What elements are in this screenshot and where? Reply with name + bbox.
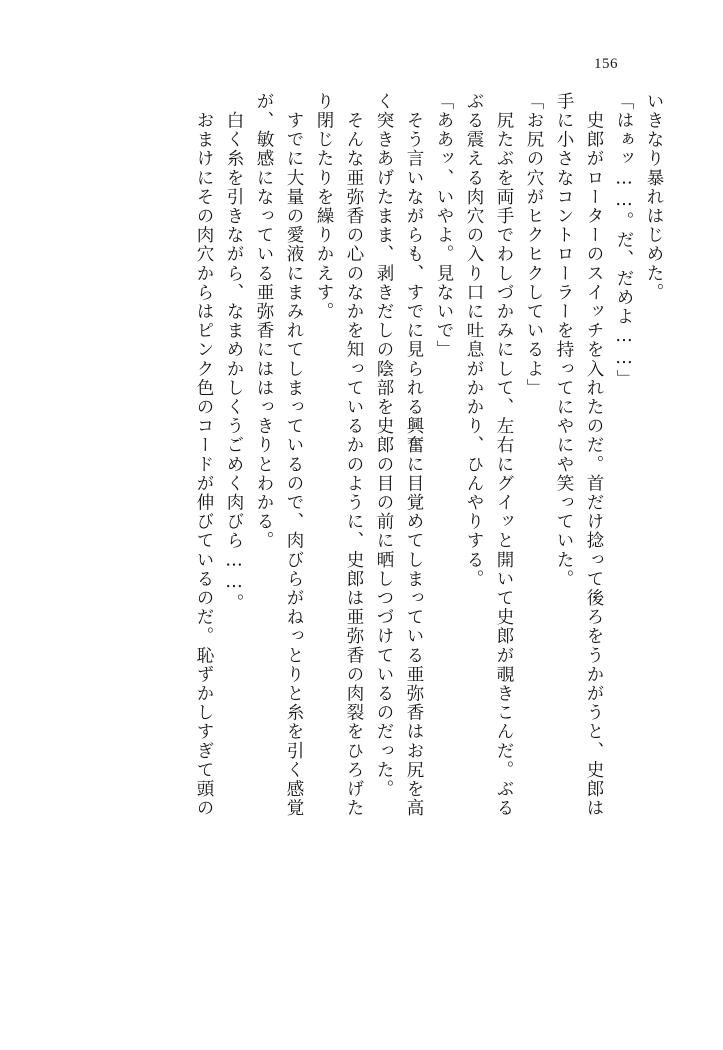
text-column: そう言いながらも、すでに見られる興奮に目覚めてしまっている亜弥香はお尻を高 bbox=[404, 92, 424, 818]
text-column: 「ああッ、いやよ。見ないで」 bbox=[434, 92, 454, 360]
text-column: 尻たぶを両手でわしづかみにして、左右にグイッと開いて史郎が覗きこんだ。ぶる bbox=[494, 92, 514, 818]
text-column: おまけにその肉穴からはピンク色のコードが伸びているのだ。恥ずかしすぎて頭の bbox=[194, 92, 214, 818]
text-column: 史郎がローターのスイッチを入れたのだ。首だけ捻って後ろをうかがうと、史郎は bbox=[584, 92, 604, 818]
text-column: り閉じたりを繰りかえす。 bbox=[314, 92, 334, 322]
text-column: 「お尻の穴がヒクヒクしているよ」 bbox=[524, 92, 544, 398]
page-number: 156 bbox=[594, 56, 618, 72]
text-column: 白く糸を引きながら、なまめかしくうごめく肉びら……。 bbox=[224, 92, 244, 613]
text-column: すでに大量の愛液にまみれてしまっているので、肉びらがねっとりと糸を引く感覚 bbox=[284, 92, 304, 818]
text-column: 手に小さなコントローラーを持ってにやにや笑っていた。 bbox=[554, 92, 574, 589]
text-column: ぶる震える肉穴の入り口に吐息がかかり、ひんやりする。 bbox=[464, 92, 484, 589]
body-text-block bbox=[62, 92, 662, 972]
text-column: そんな亜弥香の心のなかを知っているかのように、史郎は亜弥香の肉裂をひろげた bbox=[344, 92, 364, 818]
text-column: く突きあげたまま、剥きだしの陰部を史郎の目の前に晒しつづけているのだった。 bbox=[374, 92, 394, 799]
text-column: 「はぁッ……。だ、だめよ……」 bbox=[614, 92, 634, 389]
text-column: が、敏感になっている亜弥香にははっきりとわかる。 bbox=[254, 92, 274, 551]
text-column: いきなり暴れはじめた。 bbox=[644, 92, 664, 303]
